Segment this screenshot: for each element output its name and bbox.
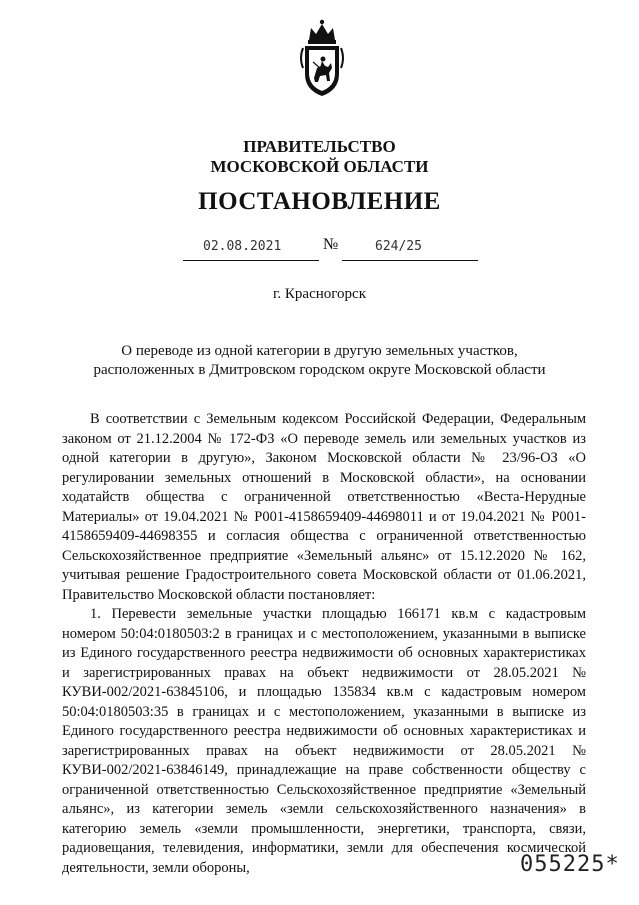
city-line: г. Красногорск [272, 286, 367, 302]
body-paragraph-1: В соответствии с Земельным кодексом Российской Федерации, Федеральным законом от 21.12.2004 № 172-ФЗ «О переводе земель или земельных участков из одной категории в другую», Законом Московской области № 23/96-ОЗ «О регулировании земельных отношений в Московской области», на основании ходатайств общества с ограниченной ответственностью «Веста-Нерудные Материалы» от 19.04.2021 № Р001-4158659409-44698011 и от 19.04.2021 № Р001-4158659409-44698355 и согласия общества с ограниченной ответственностью Сельскохозяйственное предприятие «Земельный альянс» от 15.12.2020 № 162, учитывая решение Градостроительного совета Московской области от 01.06.2021, Правительство Московской области постановляет: [62, 411, 586, 603]
subject-line1: О переводе из одной категории в другую земельных участков, [121, 343, 518, 359]
serial-number: 055225* [520, 852, 620, 877]
org-name-line1: ПРАВИТЕЛЬСТВО [243, 137, 396, 156]
date-field [183, 236, 319, 261]
org-name-line2: МОСКОВСКОЙ ОБЛАСТИ [210, 157, 429, 176]
document-number: 624/25 [375, 239, 422, 254]
coat-of-arms-icon [295, 18, 349, 98]
document-date: 02.08.2021 [203, 239, 282, 254]
document-body [62, 410, 586, 878]
number-sign: № [323, 236, 339, 253]
body-paragraph-2: 1. Перевести земельные участки площадью 166171 кв.м с кадастровым номером 50:04:0180503:2 в границах и с местоположением, указанными в выписке из Единого государственного реестра недвижимости об основных характеристиках и зарегистрированных правах на объект недвижимости от 28.05.2021 № КУВИ-002/2021-63845106, и площадью 135834 кв.м с кадастровым номером 50:04:0180503:35 в границах и с местоположением, указанными в выписке из Единого государственного реестра недвижимости об основных характеристиках и зарегистрированных правах на объект недвижимости от 28.05.2021 № КУВИ-002/2021-63846149, принадлежащие на праве собственности обществу с ограниченной ответственностью Сельскохозяйственное предприятие «Земельный альянс», из категории земель «земли сельскохозяйственного назначения» в категорию земель «земли промышленности, энергетики, транспорта, связи, радиовещания, телевидения, информатики, земли для обеспечения космической деятельности, земли обороны, [62, 606, 586, 876]
document-type-title: ПОСТАНОВЛЕНИЕ [198, 188, 441, 215]
subject-line2: расположенных в Дмитровском городском округе Московской области [93, 362, 546, 378]
number-field [342, 236, 478, 261]
